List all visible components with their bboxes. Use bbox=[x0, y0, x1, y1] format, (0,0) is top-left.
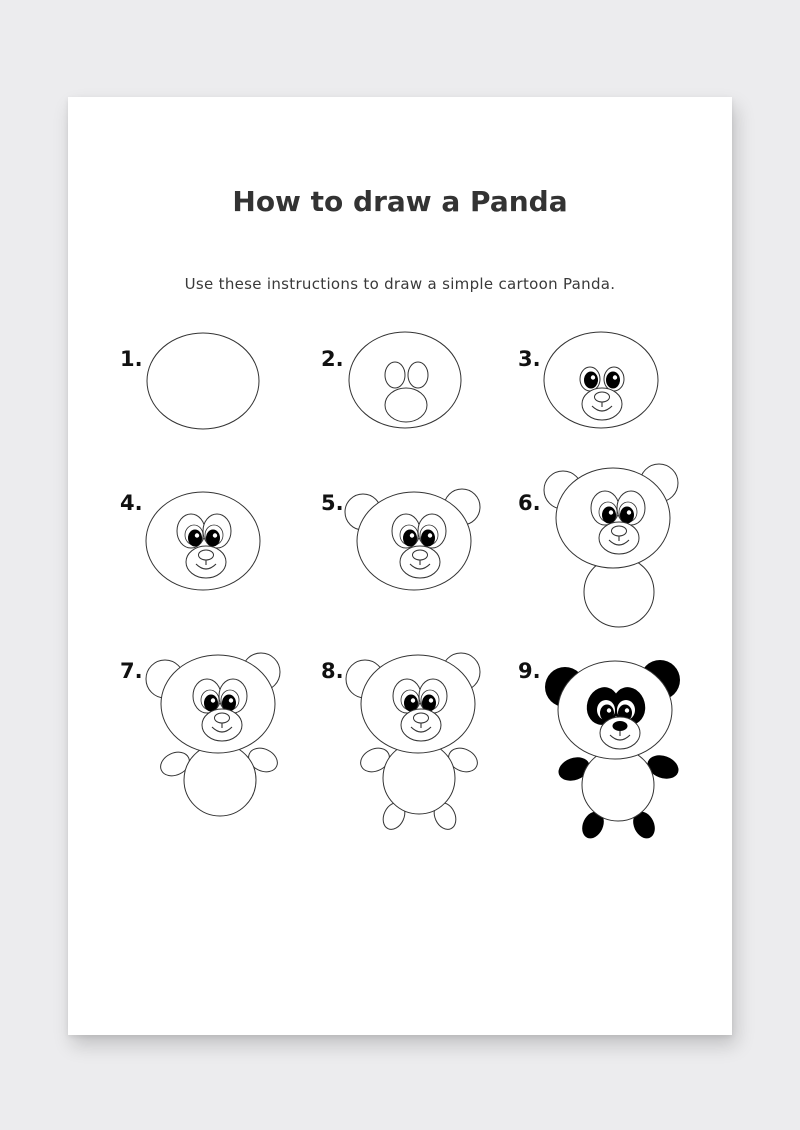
step-1-number: 1. bbox=[120, 347, 143, 371]
worksheet-page bbox=[68, 97, 732, 1035]
step-8-drawing bbox=[346, 653, 481, 833]
step-2-number: 2. bbox=[321, 347, 344, 371]
step-3-number: 3. bbox=[518, 347, 541, 371]
step-4-drawing bbox=[146, 492, 260, 590]
step-6-number: 6. bbox=[518, 491, 541, 515]
step-7-drawing bbox=[146, 653, 281, 816]
step-8-number: 8. bbox=[321, 659, 344, 683]
step-3-drawing bbox=[544, 332, 658, 428]
step-2-drawing bbox=[349, 332, 461, 428]
step-7-number: 7. bbox=[120, 659, 143, 683]
step-5-drawing bbox=[345, 489, 480, 590]
page-subtitle: Use these instructions to draw a simple cartoon Panda. bbox=[184, 275, 616, 293]
step-6-drawing bbox=[544, 464, 678, 627]
step-9-drawing bbox=[545, 660, 682, 842]
step-9-number: 9. bbox=[518, 659, 541, 683]
page-title: How to draw a Panda bbox=[232, 185, 568, 218]
step-1-drawing bbox=[147, 333, 259, 429]
panda-steps-illustration bbox=[68, 97, 732, 1035]
step-5-number: 5. bbox=[321, 491, 344, 515]
step-4-number: 4. bbox=[120, 491, 143, 515]
